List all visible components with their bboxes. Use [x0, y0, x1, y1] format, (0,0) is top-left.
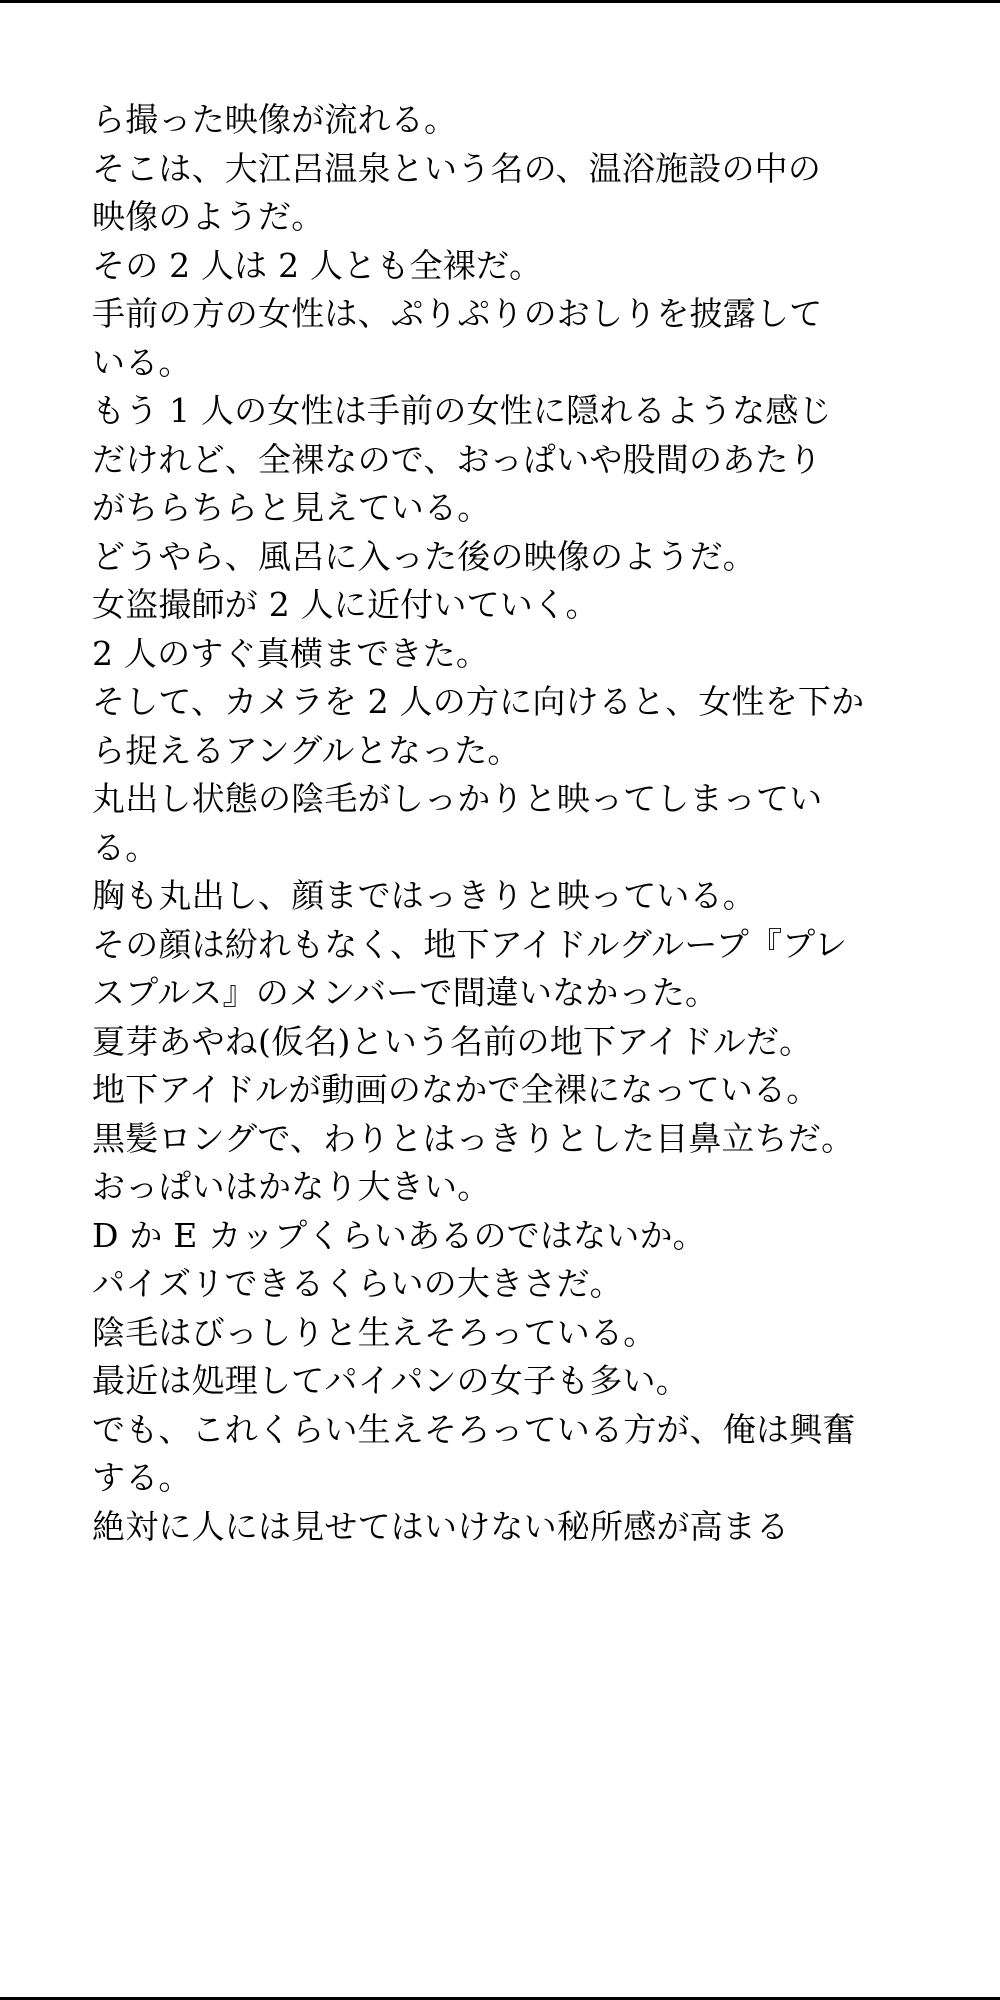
text-line: 女盗撮師が 2 人に近付いていく。 [92, 585, 599, 624]
text-line: 丸出し状態の陰毛がしっかりと映ってしまってい [92, 779, 823, 818]
text-line: する。 [92, 1458, 192, 1497]
text-line: 映像のようだ。 [92, 197, 325, 236]
text-line: 絶対に人には見せてはいけない秘所感が高まる [92, 1506, 790, 1546]
text-line: どうやら、風呂に入った後の映像のようだ。 [92, 536, 756, 576]
text-line: その 2 人は 2 人とも全裸だ。 [92, 245, 543, 285]
text-line: その顔は紛れもなく、地下アイドルグループ『プレ [92, 924, 848, 964]
text-line: 黒髪ロングで、わりとはっきりとした目鼻立ちだ。 [92, 1118, 855, 1158]
text-line: 陰毛はびっしりと生えそろっている。 [92, 1312, 657, 1352]
text-line: そして、カメラを 2 人の方に向けると、女性を下か [92, 682, 865, 721]
text-line: D か E カップくらいあるのではないか。 [92, 1215, 706, 1255]
text-line: ら捉えるアングルとなった。 [92, 730, 521, 770]
text-line: だけれど、全裸なので、おっぱいや股間のあたり [92, 439, 822, 479]
body-text [92, 96, 920, 1551]
text-line: でも、これくらい生えそろっている方が、俺は興奮 [92, 1409, 856, 1449]
text-line: 夏芽あやね(仮名)という名前の地下アイドルだ。 [92, 1021, 813, 1061]
text-line: がちらちらと見えている。 [92, 488, 491, 527]
text-line: もう 1 人の女性は手前の女性に隠れるような感じ [92, 391, 832, 430]
text-line: そこは、大江呂温泉という名の、温浴施設の中の [92, 148, 822, 188]
text-line: パイズリできるくらいの大きさだ。 [92, 1264, 623, 1303]
text-line: 2 人のすぐ真横まできた。 [92, 633, 490, 673]
text-line: 最近は処理してパイパンの女子も多い。 [92, 1361, 689, 1400]
text-line: る。 [92, 827, 159, 867]
text-line: 手前の方の女性は、ぷりぷりのおしりを披露して [92, 294, 823, 333]
text-line: いる。 [92, 342, 192, 382]
text-line: スプルス』のメンバーで間違いなかった。 [92, 973, 719, 1012]
text-line: 胸も丸出し、顔まではっきりと映っている。 [92, 876, 756, 915]
text-line: おっぱいはかなり大きい。 [92, 1167, 491, 1206]
text-line: 地下アイドルが動画のなかで全裸になっている。 [92, 1070, 820, 1109]
top-divider [0, 0, 1000, 3]
text-line: ら撮った映像が流れる。 [92, 100, 458, 139]
